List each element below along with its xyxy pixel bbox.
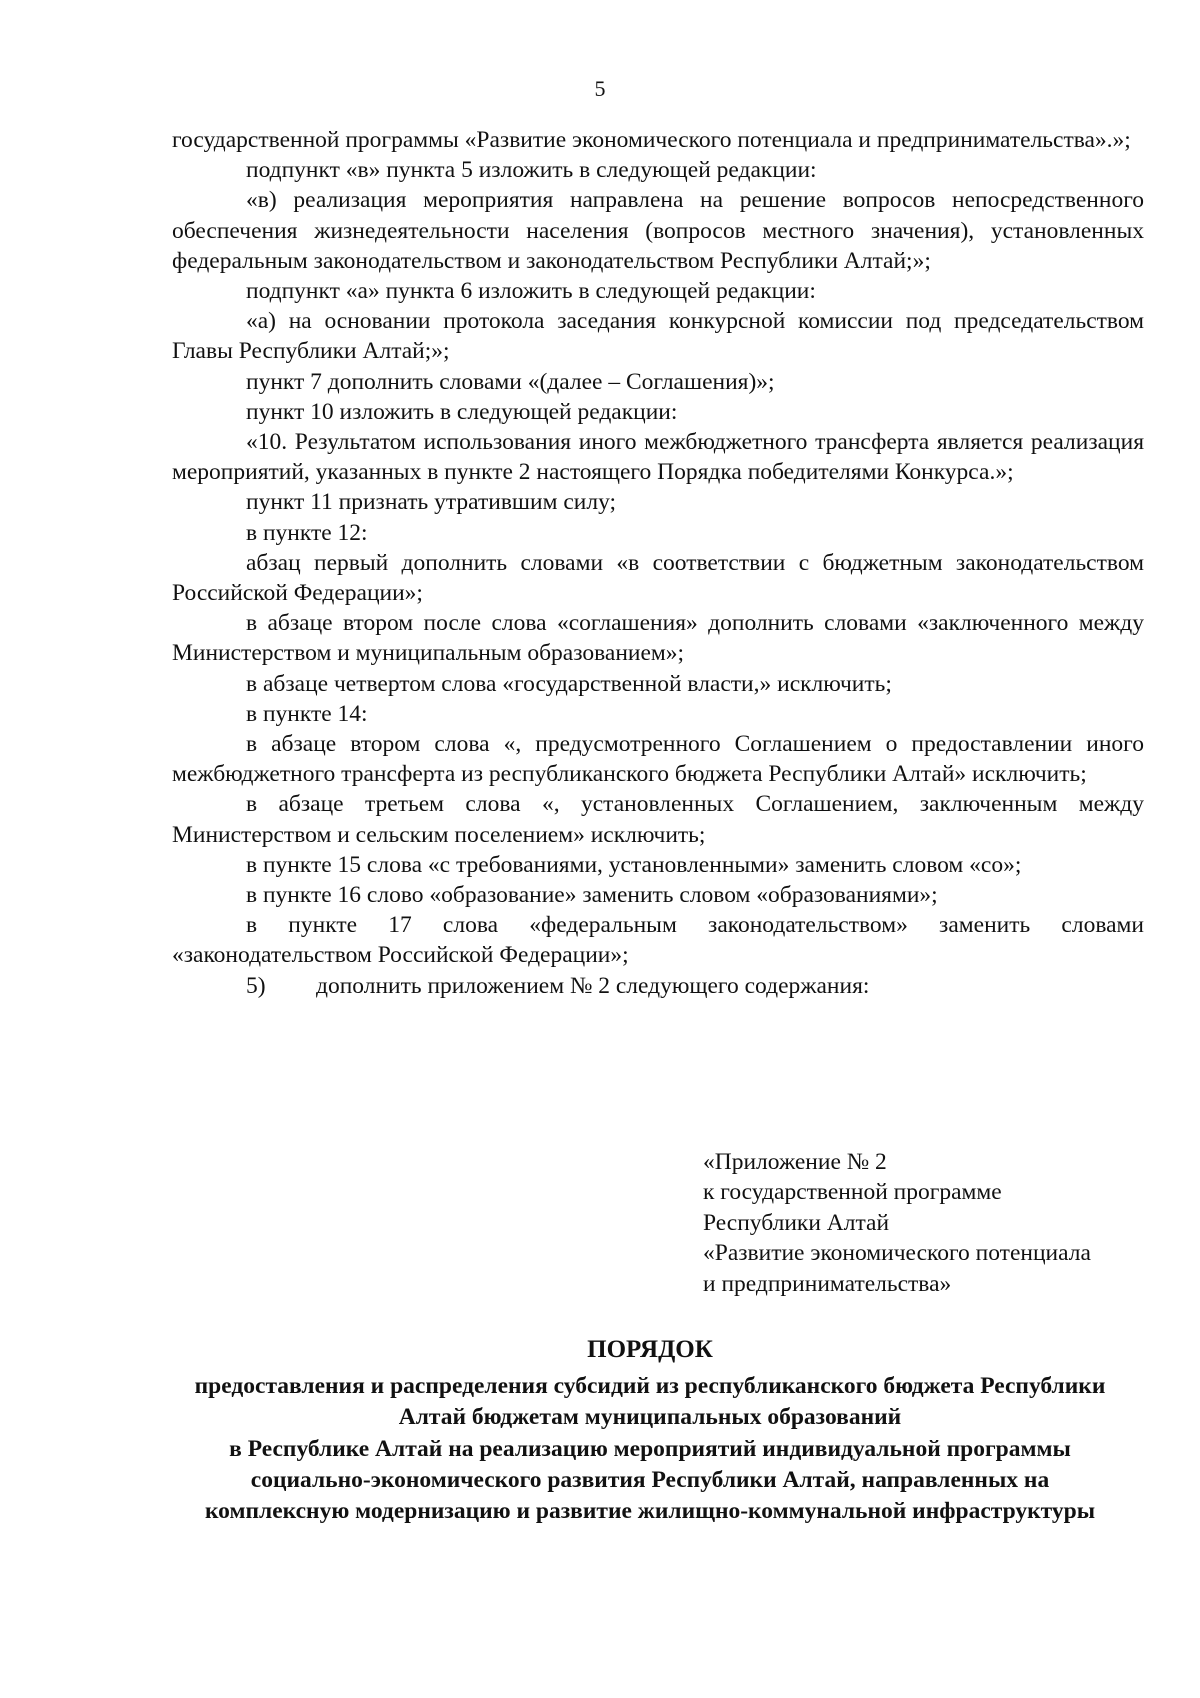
paragraph: в абзаце втором после слова «соглашения» дополнить словами «заключенного между Министерством и муниципальным образованием»; <box>172 610 1144 667</box>
heading-line: социально-экономического развития Республики Алтай, направленных на <box>250 1466 1050 1493</box>
heading-line: в Республике Алтай на реализацию мероприятий индивидуальной программы <box>229 1435 1071 1462</box>
heading-line: предоставления и распределения субсидий из республиканского бюджета Республики <box>194 1373 1106 1400</box>
item-5-text: дополнить приложением № 2 следующего содержания: <box>316 972 870 999</box>
document-heading <box>150 1334 1150 1527</box>
paragraph: в пункте 17 слова «федеральным законодательством» заменить словами «законодательством Российской Федерации»; <box>172 912 1144 969</box>
paragraph: в пункте 16 слово «образование» заменить словом «образованиями»; <box>246 882 938 909</box>
paragraph: пункт 11 признать утратившим силу; <box>246 489 617 516</box>
heading-line: Алтай бюджетам муниципальных образований <box>398 1404 902 1431</box>
appendix-line: и предпринимательства» <box>703 1270 952 1297</box>
paragraph: «а) на основании протокола заседания конкурсной комиссии под председательством Главы Республики Алтай;»; <box>172 308 1144 365</box>
paragraph: абзац первый дополнить словами «в соответствии с бюджетным законодательством Российской Федерации»; <box>172 549 1144 607</box>
paragraph: в пункте 12: <box>246 519 368 546</box>
item-5 <box>172 971 1144 1001</box>
appendix-line: Республики Алтай <box>703 1209 890 1236</box>
appendix-line: «Приложение № 2 <box>703 1149 887 1175</box>
paragraph: пункт 7 дополнить словами «(далее – Соглашения)»; <box>246 368 775 395</box>
paragraph: «в) реализация мероприятия направлена на решение вопросов непосредственного обеспечения жизнедеятельности населения (вопросов местного значения), установленных федеральным законодательством и законодательством Республики Алтай;»; <box>172 187 1144 274</box>
paragraph: подпункт «в» пункта 5 изложить в следующей редакции: <box>246 157 817 184</box>
page-number: 5 <box>594 76 606 101</box>
paragraph: подпункт «а» пункта 6 изложить в следующей редакции: <box>246 278 816 305</box>
heading-title: ПОРЯДОК <box>587 1336 713 1363</box>
appendix-line: «Развитие экономического потенциала <box>703 1240 1091 1267</box>
paragraph: в пункте 14: <box>246 700 368 727</box>
paragraph: в абзаце втором слова «, предусмотренного Соглашением о предоставлении иного межбюджетного трансферта из республиканского бюджета Республики Алтай» исключить; <box>172 731 1144 788</box>
appendix-line: к государственной программе <box>703 1179 1002 1206</box>
document-body <box>172 125 1144 1001</box>
paragraph: в пункте 15 слова «с требованиями, установленными» заменить словом «со»; <box>246 851 1022 878</box>
paragraph: в абзаце третьем слова «, установленных Соглашением, заключенным между Министерством и сельским поселением» исключить; <box>172 791 1144 848</box>
item-5-number: 5) <box>246 972 266 999</box>
appendix-reference <box>703 1147 1091 1299</box>
paragraph: пункт 10 изложить в следующей редакции: <box>246 398 678 425</box>
paragraph: в абзаце четвертом слова «государственной власти,» исключить; <box>246 670 892 697</box>
heading-line: комплексную модернизацию и развитие жилищно-коммунальной инфраструктуры <box>204 1498 1096 1525</box>
paragraph: «10. Результатом использования иного межбюджетного трансферта является реализация мероприятий, указанных в пункте 2 настоящего Порядка победителями Конкурса.»; <box>172 429 1144 486</box>
paragraph: государственной программы «Развитие экономического потенциала и предпринимательства».»; <box>172 127 1131 153</box>
